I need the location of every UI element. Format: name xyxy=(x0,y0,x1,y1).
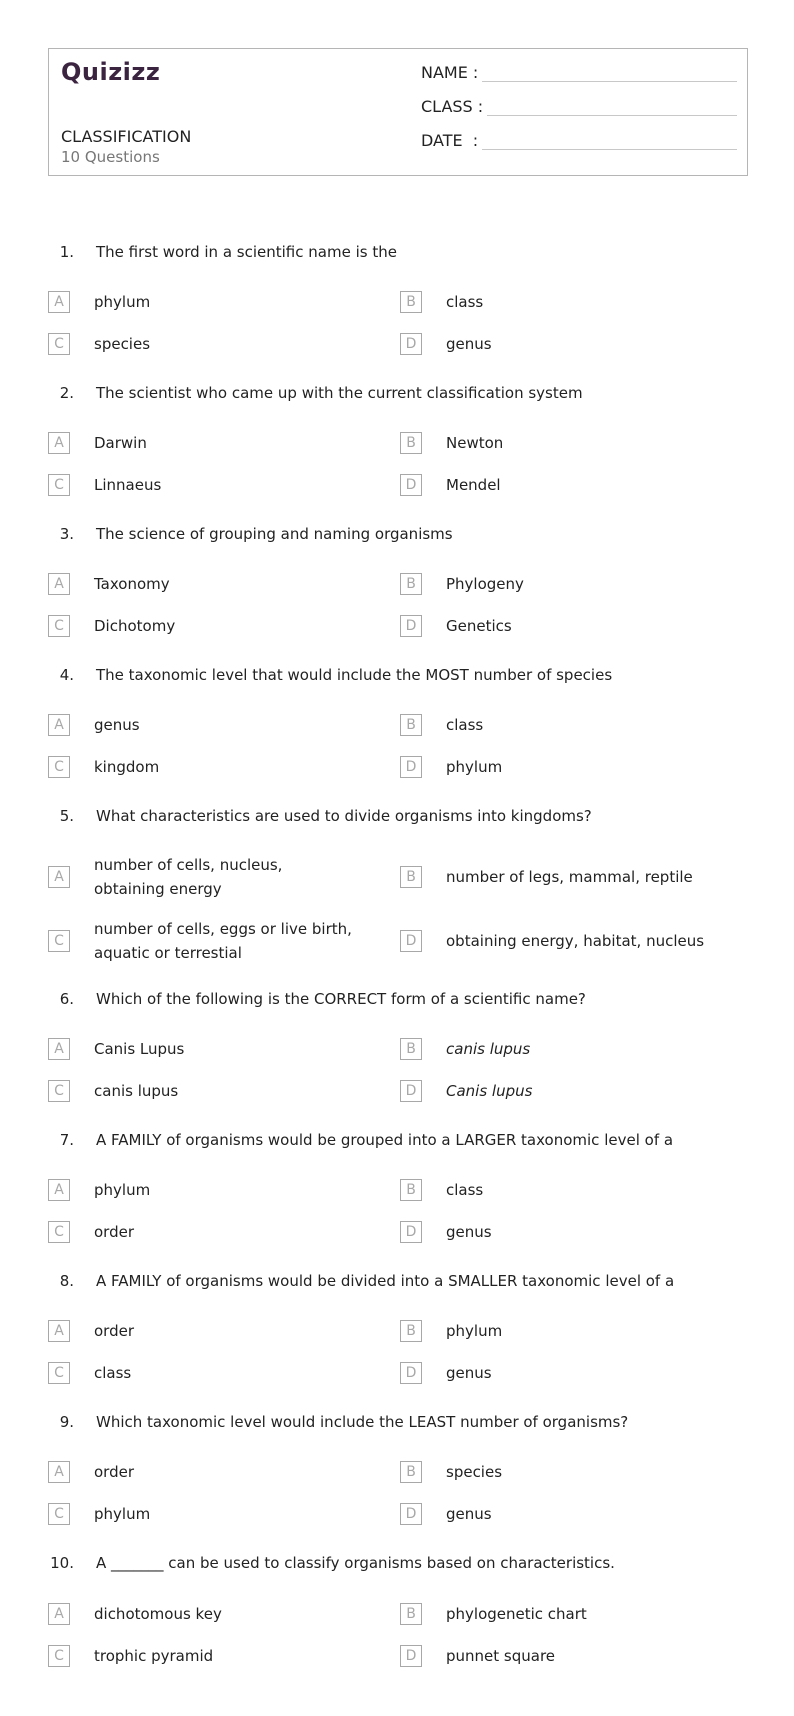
answer-option-c[interactable] xyxy=(48,1208,354,1256)
answer-checkbox[interactable]: D xyxy=(400,1362,422,1384)
answer-text: canis lupus xyxy=(94,1082,179,1100)
answer-text: genus xyxy=(446,1223,492,1241)
answer-option-b[interactable] xyxy=(400,419,706,467)
answer-option-a[interactable] xyxy=(48,1166,354,1214)
answer-text: order xyxy=(94,1322,134,1340)
answer-option-c[interactable] xyxy=(48,602,354,650)
answer-option-a[interactable] xyxy=(48,419,354,467)
answer-checkbox[interactable]: C xyxy=(48,333,70,355)
question-text: A FAMILY of organisms would be divided into a SMALLER taxonomic level of a xyxy=(96,1272,675,1290)
answer-option-c[interactable] xyxy=(48,743,354,791)
answer-checkbox[interactable]: A xyxy=(48,432,70,454)
answer-option-d[interactable] xyxy=(400,1208,706,1256)
answer-option-b[interactable] xyxy=(400,1025,706,1073)
question-number: 1. xyxy=(59,243,74,261)
answer-text: phylum xyxy=(94,1181,151,1199)
answer-checkbox[interactable]: B xyxy=(400,291,422,313)
answer-text: kingdom xyxy=(94,758,160,776)
answer-option-c[interactable] xyxy=(48,1490,354,1538)
answer-option-c[interactable] xyxy=(48,1349,354,1397)
answer-checkbox[interactable]: B xyxy=(400,1461,422,1483)
answer-option-b[interactable] xyxy=(400,278,706,326)
answer-option-a[interactable] xyxy=(48,1590,354,1638)
answer-text: dichotomous key xyxy=(94,1605,222,1623)
answer-checkbox[interactable]: C xyxy=(48,1645,70,1667)
question-number: 10. xyxy=(50,1554,74,1572)
answer-option-b[interactable] xyxy=(400,1590,706,1638)
answer-option-b[interactable] xyxy=(400,1307,706,1355)
answer-checkbox[interactable]: C xyxy=(48,474,70,496)
answer-text: obtaining energy, habitat, nucleus xyxy=(446,932,705,950)
answer-checkbox[interactable]: C xyxy=(48,756,70,778)
answer-checkbox[interactable]: B xyxy=(400,432,422,454)
answer-text: genus xyxy=(446,335,492,353)
answer-text: genus xyxy=(446,1364,492,1382)
answer-text: Dichotomy xyxy=(94,617,176,635)
answer-text: canis lupus xyxy=(446,1040,531,1058)
question-number: 9. xyxy=(59,1413,74,1431)
answer-text: class xyxy=(446,293,484,311)
class-label: CLASS : xyxy=(421,97,484,116)
answer-text: trophic pyramid xyxy=(94,1647,214,1665)
date-label: DATE : xyxy=(421,131,479,150)
question-number: 2. xyxy=(59,384,74,402)
question-text: The first word in a scientific name is the xyxy=(96,243,397,261)
answer-text: Canis lupus xyxy=(446,1082,533,1100)
answer-text: order xyxy=(94,1223,134,1241)
answer-checkbox[interactable]: A xyxy=(48,714,70,736)
answer-option-d[interactable] xyxy=(400,461,706,509)
answer-option-c[interactable] xyxy=(48,320,354,368)
answer-checkbox[interactable]: D xyxy=(400,474,422,496)
answer-option-d[interactable] xyxy=(400,602,706,650)
answer-checkbox[interactable]: D xyxy=(400,333,422,355)
question-number: 6. xyxy=(59,990,74,1008)
answer-option-a[interactable] xyxy=(48,1025,354,1073)
answer-text: Mendel xyxy=(446,476,501,494)
answer-checkbox[interactable]: A xyxy=(48,291,70,313)
answer-option-b[interactable] xyxy=(400,560,706,608)
answer-text: species xyxy=(94,335,151,353)
answer-option-d[interactable] xyxy=(400,1490,706,1538)
answer-text: number of cells, eggs or live birth, aquatic or terrestial xyxy=(94,920,352,962)
answer-option-c[interactable] xyxy=(48,917,354,965)
answer-option-d[interactable] xyxy=(400,320,706,368)
answer-text: phylum xyxy=(446,1322,503,1340)
class-line[interactable] xyxy=(487,97,737,116)
worksheet-title: CLASSIFICATION xyxy=(61,127,192,146)
question-number: 8. xyxy=(59,1272,74,1290)
answer-checkbox[interactable]: C xyxy=(48,1221,70,1243)
answer-text: phylum xyxy=(446,758,503,776)
answer-text: class xyxy=(446,716,484,734)
answer-checkbox[interactable]: D xyxy=(400,930,422,952)
question-text: A _______ can be used to classify organisms based on characteristics. xyxy=(96,1554,615,1572)
answer-text: Darwin xyxy=(94,434,147,452)
question-text: A FAMILY of organisms would be grouped into a LARGER taxonomic level of a xyxy=(96,1131,674,1149)
question-text: The taxonomic level that would include the MOST number of species xyxy=(96,666,613,684)
answer-checkbox[interactable]: D xyxy=(400,1503,422,1525)
answer-option-a[interactable] xyxy=(48,701,354,749)
answer-text: Taxonomy xyxy=(94,575,170,593)
question-text: The scientist who came up with the current classification system xyxy=(96,384,583,402)
answer-option-c[interactable] xyxy=(48,1632,354,1680)
answer-checkbox[interactable]: D xyxy=(400,1080,422,1102)
date-field[interactable] xyxy=(421,131,737,150)
question-number: 4. xyxy=(59,666,74,684)
answer-text: class xyxy=(446,1181,484,1199)
answer-checkbox[interactable]: B xyxy=(400,1320,422,1342)
question-number: 3. xyxy=(59,525,74,543)
answer-text: phylum xyxy=(94,293,151,311)
question-text: Which taxonomic level would include the LEAST number of organisms? xyxy=(96,1413,629,1431)
answer-option-d[interactable] xyxy=(400,1349,706,1397)
answer-checkbox[interactable]: C xyxy=(48,1503,70,1525)
answer-option-c[interactable] xyxy=(48,1067,354,1115)
answer-text: number of cells, nucleus, obtaining energy xyxy=(94,856,283,898)
answer-option-d[interactable] xyxy=(400,743,706,791)
worksheet-header xyxy=(48,48,748,176)
answer-text: class xyxy=(94,1364,132,1382)
answer-text: punnet square xyxy=(446,1647,556,1665)
answer-text: order xyxy=(94,1463,134,1481)
answer-checkbox[interactable]: A xyxy=(48,1603,70,1625)
answer-checkbox[interactable]: B xyxy=(400,1038,422,1060)
answer-checkbox[interactable]: A xyxy=(48,1179,70,1201)
answer-option-b[interactable] xyxy=(400,701,706,749)
answer-checkbox[interactable]: B xyxy=(400,1179,422,1201)
answer-option-b[interactable] xyxy=(400,1166,706,1214)
answer-option-a[interactable] xyxy=(48,278,354,326)
answer-text: Linnaeus xyxy=(94,476,162,494)
answer-option-a[interactable] xyxy=(48,560,354,608)
answer-checkbox[interactable]: A xyxy=(48,573,70,595)
answer-text: Newton xyxy=(446,434,504,452)
answer-checkbox[interactable]: C xyxy=(48,1080,70,1102)
quizizz-logo: Quizizz xyxy=(61,58,161,86)
answer-checkbox[interactable]: D xyxy=(400,615,422,637)
question-count: 10 Questions xyxy=(61,148,160,166)
answer-text: number of legs, mammal, reptile xyxy=(446,868,693,886)
name-label: NAME : xyxy=(421,63,479,82)
answer-option-a[interactable] xyxy=(48,1448,354,1496)
answer-option-c[interactable] xyxy=(48,461,354,509)
answer-checkbox[interactable]: B xyxy=(400,714,422,736)
answer-option-a[interactable] xyxy=(48,853,354,901)
answer-text: species xyxy=(446,1463,503,1481)
answer-checkbox[interactable]: A xyxy=(48,866,70,888)
answer-checkbox[interactable]: D xyxy=(400,756,422,778)
date-line[interactable] xyxy=(482,131,737,150)
answer-option-d[interactable] xyxy=(400,1067,706,1115)
answer-checkbox[interactable]: C xyxy=(48,615,70,637)
answer-checkbox[interactable]: C xyxy=(48,1362,70,1384)
answer-checkbox[interactable]: A xyxy=(48,1461,70,1483)
answer-text: genus xyxy=(446,1505,492,1523)
answer-checkbox[interactable]: D xyxy=(400,1645,422,1667)
answer-text: phylogenetic chart xyxy=(446,1605,587,1623)
answer-option-d[interactable] xyxy=(400,917,706,965)
name-field[interactable] xyxy=(421,63,737,82)
answer-text: Canis Lupus xyxy=(94,1040,185,1058)
answer-checkbox[interactable]: C xyxy=(48,930,70,952)
question-text: The science of grouping and naming organisms xyxy=(96,525,453,543)
answer-checkbox[interactable]: B xyxy=(400,866,422,888)
answer-option-a[interactable] xyxy=(48,1307,354,1355)
name-line[interactable] xyxy=(482,63,737,82)
class-field[interactable] xyxy=(421,97,737,116)
answer-text: Genetics xyxy=(446,617,512,635)
answer-checkbox[interactable]: A xyxy=(48,1320,70,1342)
question-text: What characteristics are used to divide organisms into kingdoms? xyxy=(96,807,592,825)
answer-text: phylum xyxy=(94,1505,151,1523)
answer-checkbox[interactable]: B xyxy=(400,573,422,595)
question-text: Which of the following is the CORRECT form of a scientific name? xyxy=(96,990,586,1008)
answer-option-b[interactable] xyxy=(400,1448,706,1496)
question-number: 7. xyxy=(59,1131,74,1149)
answer-text: genus xyxy=(94,716,140,734)
answer-checkbox[interactable]: A xyxy=(48,1038,70,1060)
question-number: 5. xyxy=(59,807,74,825)
answer-checkbox[interactable]: B xyxy=(400,1603,422,1625)
answer-option-d[interactable] xyxy=(400,1632,706,1680)
answer-text: Phylogeny xyxy=(446,575,524,593)
answer-option-b[interactable] xyxy=(400,853,706,901)
answer-checkbox[interactable]: D xyxy=(400,1221,422,1243)
